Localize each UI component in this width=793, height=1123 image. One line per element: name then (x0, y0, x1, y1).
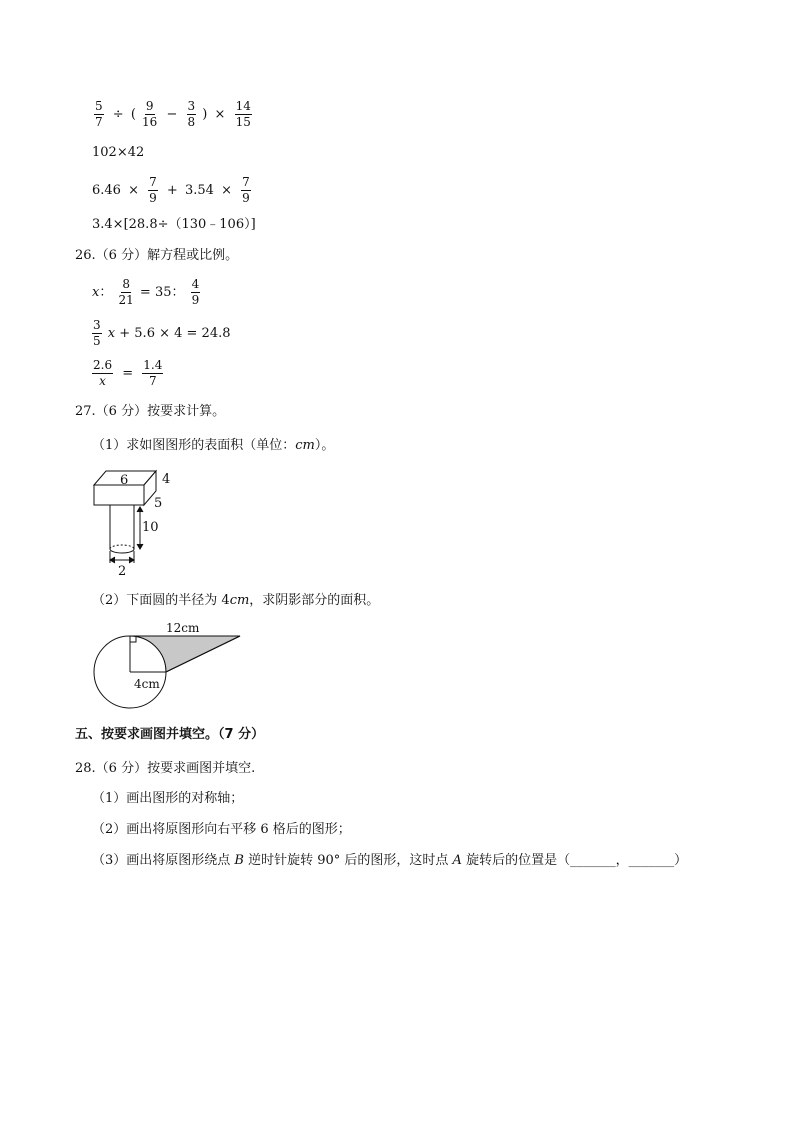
equation-3 (90, 359, 165, 388)
denominator: 9 (149, 191, 157, 206)
text: 逆时针旋转 90° 后的图形，这时点 (243, 853, 453, 868)
expression-3 (92, 176, 253, 205)
number: 3.54 (184, 183, 214, 199)
fraction (241, 176, 251, 205)
point-label: B (234, 853, 244, 868)
label-height: 4 (162, 472, 171, 487)
denominator: 9 (191, 293, 200, 308)
question-28-header: 28.（6 分）按要求画图并填空. (75, 761, 256, 776)
arrow-head-left (110, 557, 115, 563)
fraction (92, 319, 102, 348)
question-28-item-1: （1）画出图形的对称轴； (92, 791, 244, 806)
question-27-sub1 (92, 439, 334, 452)
label-12cm: 12cm (166, 621, 200, 635)
operator: + (166, 183, 178, 199)
question-26-header: 26.（6 分）解方程或比例。 (75, 248, 239, 263)
numerator: 4 (191, 278, 201, 293)
expression-1 (92, 100, 254, 129)
denominator: 16 (142, 115, 158, 130)
fraction (235, 100, 252, 129)
text: （1）求如图图形的表面积（单位： (92, 438, 296, 453)
fraction (148, 176, 158, 205)
numerator: 14 (235, 100, 252, 115)
cylinder-base-back (110, 545, 134, 549)
label-diameter: 2 (118, 564, 127, 578)
numerator: 8 (121, 278, 131, 293)
fraction (142, 359, 163, 388)
text: 旋转后的位置是（_______，_______） (461, 853, 688, 868)
point-label: A (452, 853, 462, 868)
label-4cm: 4cm (134, 677, 160, 691)
operator: × (214, 107, 226, 123)
denominator: 5 (93, 334, 101, 349)
expression-4: 3.4×[28.8÷（130﹣106）] (92, 217, 256, 232)
variable: x (92, 285, 100, 301)
numerator: 9 (145, 100, 155, 115)
denominator: x (99, 374, 106, 389)
paren: ( (130, 107, 136, 123)
equation-rest: + 5.6 × 4 = 24.8 (119, 326, 231, 342)
denominator: 7 (149, 374, 157, 389)
arrow-head-up (137, 507, 143, 512)
label-cylinder-height: 10 (142, 520, 159, 535)
fraction (142, 100, 157, 129)
unit: cm (229, 593, 250, 608)
arrow-head-right (129, 557, 134, 563)
operator: × (128, 183, 139, 199)
unit: cm (295, 438, 315, 453)
label-length: 6 (120, 473, 129, 488)
fraction (92, 359, 113, 388)
fraction (191, 278, 201, 307)
fraction (94, 100, 104, 129)
numerator: 7 (148, 176, 158, 191)
fraction (119, 278, 134, 307)
colon: ： (99, 285, 113, 301)
text: （2）下面圆的半径为 4 (92, 593, 230, 608)
numerator: 7 (241, 176, 251, 191)
operator: × (221, 183, 232, 199)
cylinder-base-front (110, 549, 134, 553)
cuboid-front (94, 485, 144, 505)
fraction (187, 100, 197, 129)
section-5-title: 五、按要求画图并填空。（7 分） (75, 727, 265, 742)
text: （3）画出将原图形绕点 (92, 853, 235, 868)
numerator: 3 (92, 319, 102, 334)
number: 6.46 (92, 183, 121, 199)
numerator: 2.6 (92, 359, 113, 374)
numerator: 3 (187, 100, 197, 115)
denominator: 21 (118, 293, 134, 308)
equation-2 (90, 319, 231, 348)
denominator: 15 (235, 115, 251, 130)
label-depth: 5 (154, 496, 163, 511)
operator: − (166, 107, 178, 123)
numerator: 5 (94, 100, 104, 115)
numerator: 1.4 (142, 359, 163, 374)
text: ）。 (314, 438, 335, 453)
question-27-sub2 (92, 594, 379, 607)
variable: x (107, 326, 116, 342)
figure-circle-shaded (90, 620, 250, 715)
text: ，求阴影部分的面积。 (249, 593, 380, 608)
question-27-header: 27.（6 分）按要求计算。 (75, 404, 226, 419)
question-28-item-2: （2）画出将原图形向右平移 6 格后的图形； (92, 822, 351, 837)
operator: ÷ (112, 107, 124, 123)
operator: = (122, 366, 134, 382)
denominator: 7 (95, 115, 103, 130)
figure-cuboid-cylinder (88, 463, 188, 578)
denominator: 9 (242, 191, 250, 206)
equation-middle: = 35： (139, 285, 185, 301)
question-28-item-3 (92, 854, 687, 867)
arrow-head-down (137, 544, 143, 549)
denominator: 8 (187, 115, 196, 130)
equation-1 (92, 278, 202, 307)
expression-2: 102×42 (92, 145, 145, 160)
paren: ) (202, 107, 208, 123)
